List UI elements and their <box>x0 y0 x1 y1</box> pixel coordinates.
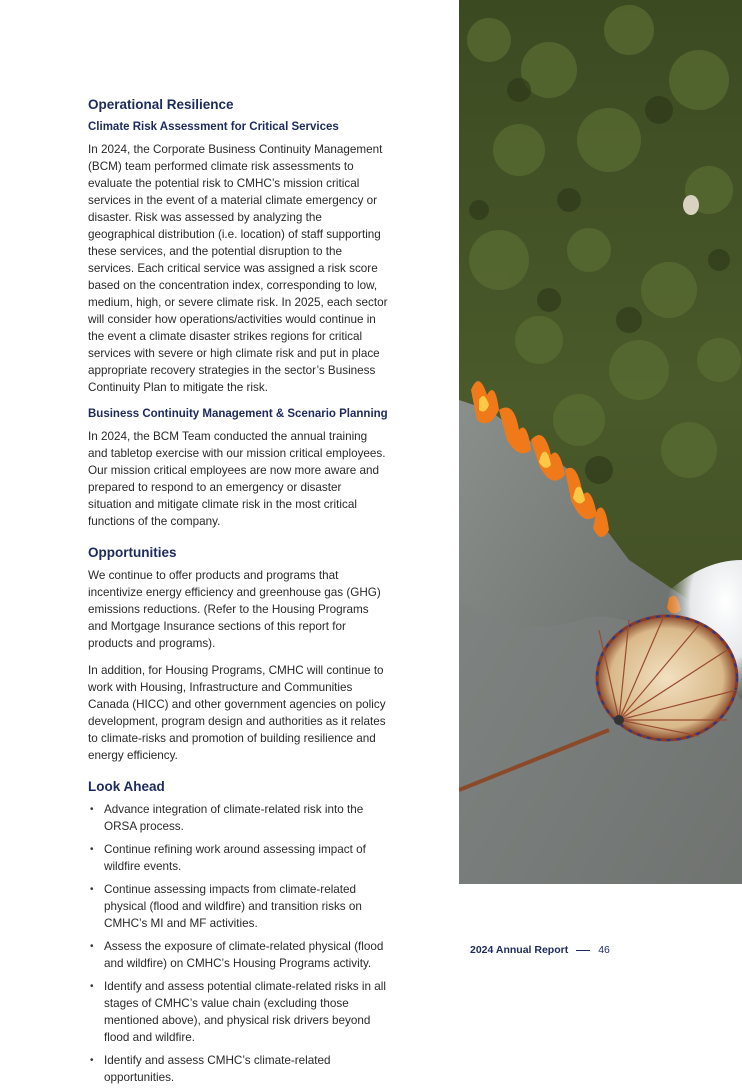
list-item: • Identify and assess CMHC’s climate-related opportunities. <box>88 1052 388 1086</box>
page-footer <box>470 944 670 956</box>
bcm-scenario-planning-subheading: Business Continuity Management & Scenario Planning <box>88 408 388 420</box>
report-title: 2024 Annual Report <box>470 944 569 956</box>
look-ahead-heading: Look Ahead <box>88 779 165 794</box>
opportunities-heading: Opportunities <box>88 545 177 560</box>
main-text-column <box>88 96 388 1092</box>
page-number: 46 <box>598 944 610 956</box>
operational-resilience-heading: Operational Resilience <box>88 97 234 112</box>
climate-risk-assessment-paragraph: In 2024, the Corporate Business Continuity Management (BCM) team performed climate risk assessments to evaluate the potential risk to CMHC’s mission critical services in the event of a material climate emergency or disaster. Risk was assessed by analyzing the geographical distribution (i.e. location) of staff supporting these services, and the potential disruption to the services. Each critical service was assigned a risk score based on the concentration index, corresponding to low, medium, high, or severe climate risk. In 2025, each sector will consider how operations/activities would continue in the event a climate disaster strikes regions for critical services with severe or high climate risk and put in place appropriate recovery strategies in the sector’s Business Continuity Plan to mitigate the risk. <box>88 143 388 394</box>
footer-divider <box>576 950 590 951</box>
wildfire-aerial-photo <box>459 0 742 884</box>
opportunities-paragraph-1: We continue to offer products and programs that incentivize energy efficiency and greenhouse gas (GHG) emissions reductions. (Refer to the Housing Programs and Mortgage Insurance sections of this report for products and programs). <box>88 569 381 650</box>
bcm-scenario-planning-paragraph: In 2024, the BCM Team conducted the annual training and tabletop exercise with our mission critical employees. Our mission critical employees are now more aware and prepared to respond to an emergency or disaster situation and mitigate climate risk in the most critical functions of the company. <box>88 430 386 528</box>
look-ahead-list <box>88 801 388 1086</box>
list-item: • Advance integration of climate-related risk into the ORSA process. <box>88 801 388 835</box>
list-item: • Continue refining work around assessing impact of wildfire events. <box>88 841 388 875</box>
list-item: • Assess the exposure of climate-related physical (flood and wildfire) on CMHC’s Housing Programs activity. <box>88 938 388 972</box>
climate-risk-assessment-subheading: Climate Risk Assessment for Critical Services <box>88 121 339 133</box>
list-item: • Continue assessing impacts from climate-related physical (flood and wildfire) and transition risks on CMHC’s MI and MF activities. <box>88 881 388 932</box>
list-item: • Identify and assess potential climate-related risks in all stages of CMHC’s value chain (excluding those mentioned above), and physical risk drivers beyond flood and wildfire. <box>88 978 388 1046</box>
opportunities-paragraph-2: In addition, for Housing Programs, CMHC will continue to work with Housing, Infrastructure and Communities Canada (HICC) and other government agencies on policy development, program design and authorities as it relates to climate-risks and promotion of building resilience and energy efficiency. <box>88 664 386 762</box>
